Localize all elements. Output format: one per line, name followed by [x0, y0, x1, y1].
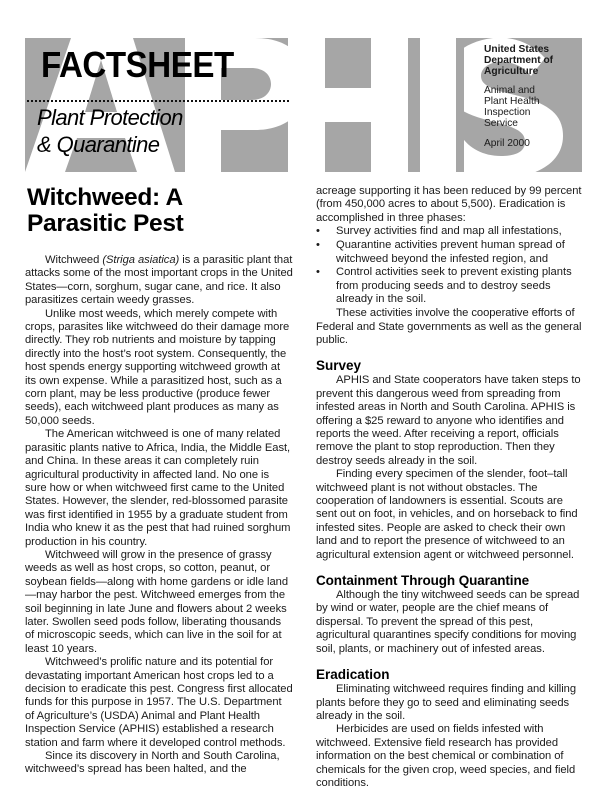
agency-block: [484, 45, 579, 149]
document-title-line1: Witchweed: A: [27, 184, 183, 211]
intro-paragraph-3: The American witchweed is one of many related parasitic plants native to Africa, India, the Middle East, and China. In these areas it can completely ruin agricultural productivity in affected land. No one is sure how or when witchweed first came to the United States. However, the slender, red-blossomed parasite was first identified in 1955 by a graduate student from India who knew it as the pest that had ruined sorghum production in his country.: [25, 428, 291, 548]
phase-item: [316, 225, 586, 238]
intro-p1-text-cont: is a parasitic plant that attacks some of the most important crops in the United States—corn, sorghum, sugar cane, and rice. It also parasitizes certain weedy grasses.: [25, 254, 293, 307]
left-column: [25, 180, 293, 777]
eradication-paragraph-1: Eliminating witchweed requires finding and killing plants before they go to seed and eliminating seeds already in the soil.: [316, 683, 577, 722]
service-line4: Service: [484, 117, 518, 129]
phase-text: Quarantine activities prevent human spread of witchweed beyond the infested region, and: [336, 239, 565, 265]
section-heading-survey: Survey: [316, 358, 362, 374]
intro-p1-text: Witchweed: [45, 254, 103, 266]
factsheet-banner: [25, 38, 582, 172]
phase-item: [316, 266, 586, 306]
factsheet-title: FACTSHEET: [41, 44, 234, 85]
phase-text: Survey activities find and map all infestations,: [336, 225, 562, 238]
bullet-icon: •: [316, 266, 320, 279]
section-heading-containment: Containment Through Quarantine: [316, 573, 529, 589]
eradication-paragraph-2: Herbicides are used on fields infested with witchweed. Extensive field research has provided information on the best chemical or combination of chemicals for the given crop, weed species, and field conditions.: [316, 723, 576, 789]
containment-paragraph-1: Although the tiny witchweed seeds can be spread by wind or water, people are the chief means of dispersal. To prevent the spread of this pest, agricultural quarantines specify conditions for moving soil, plants, or machinery out of infested areas.: [316, 589, 580, 655]
service-line1: Animal and: [484, 85, 535, 97]
publication-date: April 2000: [484, 137, 530, 149]
intro-paragraph-6-continued: acreage supporting it has been reduced by 99 percent (from 450,000 acres to about 5,500). Eradication is accomplished in three phases:: [316, 185, 582, 224]
intro-paragraph-6: Since its discovery in North and South Carolina, witchweed’s spread has been halted, and the: [25, 750, 280, 776]
intro-paragraph-1: [25, 254, 293, 308]
department-line1: United States: [484, 44, 550, 55]
document-title: [27, 185, 293, 236]
department-line2: Department of: [484, 54, 554, 66]
intro-paragraph-5: Witchweed’s prolific nature and its potential for devastating important American host crops led to a decision to eradicate this pest. Congress first allocated funds for this purpose in 1957. The U.S. Department of Agriculture’s (USDA) Animal and Plant Health Inspection Service (APHIS) established a research station and farm where it developed control methods.: [25, 656, 293, 749]
survey-paragraph-1: APHIS and State cooperators have taken steps to prevent this dangerous weed from spreading from infested areas in North and South Carolina. APHIS is offering a $25 reward to anyone who identifies and reports the weed. After receiving a report, officials remove the plant to stop reproduction. Then they destroy seeds already in the soil.: [316, 374, 581, 467]
dotted-divider: [27, 100, 289, 102]
intro-paragraph-7: These activities involve the cooperative efforts of Federal and State governments as well as the general public.: [316, 307, 582, 346]
intro-paragraph-4: Witchweed will grow in the presence of grassy weeds as well as host crops, so cotton, peanut, or soybean fields—along with home gardens or idle land—may harbor the pest. Witchweed emerges from the soil beginning in late June and flowers about 2 weeks later. Swollen seed pods follow, liberating thousands of microscopic seeds, which can live in the soil for at least 10 years.: [25, 548, 289, 655]
program-name-line2: & Quarantine: [37, 132, 160, 157]
service-line3: Inspection: [484, 106, 531, 118]
right-column: [316, 185, 586, 790]
bullet-icon: •: [316, 239, 320, 252]
section-heading-eradication: Eradication: [316, 667, 390, 683]
eradication-phases-list: [316, 225, 586, 306]
phase-item: [316, 239, 586, 266]
survey-paragraph-2: Finding every specimen of the slender, foot–tall witchweed plant is not without obstacles. The cooperation of landowners is essential. Scouts are sent out on foot, in vehicles, and on horseback to find infested sites. People are asked to check their own land and to report the presence of witchweed to an agricultural extension agent or witchweed personnel.: [316, 468, 578, 561]
scientific-name: (Striga asiatica): [102, 254, 180, 266]
bullet-icon: •: [316, 225, 320, 238]
service-line2: Plant Health: [484, 96, 540, 108]
phase-text: Control activities seek to prevent existing plants from producing seeds and to destroy seeds already in the soil.: [336, 266, 572, 306]
department-line3: Agriculture: [484, 65, 539, 77]
document-title-line2: Parasitic Pest: [27, 209, 184, 237]
program-name: [37, 104, 183, 158]
program-name-line1: Plant Protection: [37, 105, 183, 130]
intro-paragraph-2: Unlike most weeds, which merely compete with crops, parasites like witchweed do their damage more directly. They rob nutrients and moisture by tapping directly into the host’s root system. Consequently, the host spends energy supporting witchweed growth at its own expense. While a parasitized host, such as a corn plant, may be less productive (produce fewer seeds), each witchweed plant produces as many as 50,000 seeds.: [25, 307, 290, 427]
watermark-letter-i2: [420, 38, 456, 172]
